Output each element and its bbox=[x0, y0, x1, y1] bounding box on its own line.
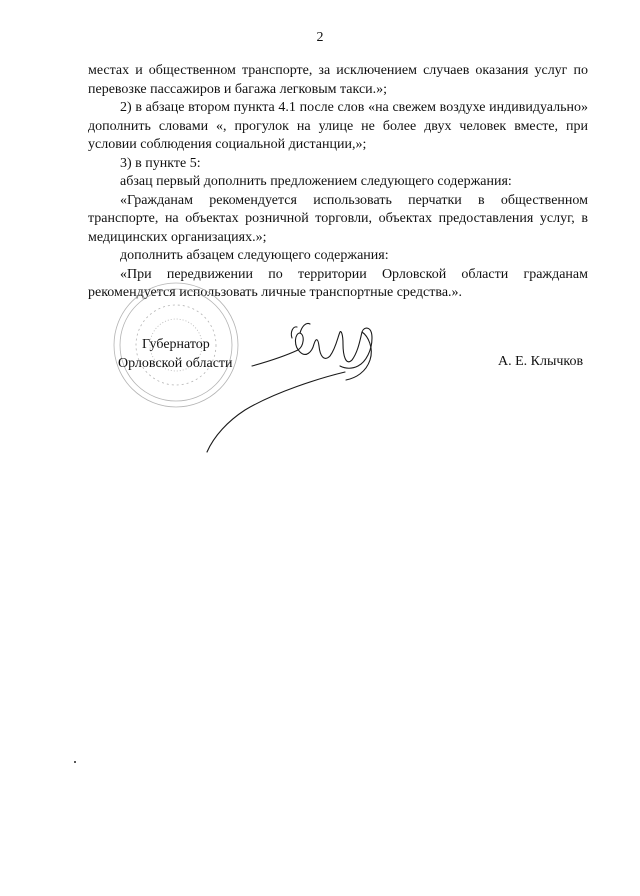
paragraph: дополнить абзацем следующего содержания: bbox=[120, 248, 389, 263]
paragraph: абзац первый дополнить предложением следующего содержания: bbox=[120, 174, 512, 189]
paragraph: 2) в абзаце втором пункта 4.1 после слов «на свежем воздухе индивидуально» дополнить словами «, прогулок на улице не более двух человек вместе, при условии соблюдения социальной дистанции,»; bbox=[88, 100, 588, 152]
paragraph: 3) в пункте 5: bbox=[120, 155, 201, 171]
page-number: 2 bbox=[316, 30, 324, 45]
paragraph: местах и общественном транспорте, за исключением случаев оказания услуг по перевозке пассажиров и багажа легковым такси.»; bbox=[88, 63, 588, 97]
signatory-name: А. Е. Клычков bbox=[498, 354, 584, 369]
signatory-title-line1: Губернатор bbox=[142, 337, 210, 352]
scan-speck bbox=[74, 761, 76, 763]
paragraph: «При передвижении по территории Орловской области гражданам рекомендуется использовать личные транспортные средства.». bbox=[88, 266, 588, 300]
signatory-title-line2: Орловской области bbox=[118, 356, 233, 371]
paragraph: «Гражданам рекомендуется использовать перчатки в общественном транспорте, на объектах розничной торговли, объектах предоставления услуг, в медицинских организациях.»; bbox=[88, 192, 588, 245]
